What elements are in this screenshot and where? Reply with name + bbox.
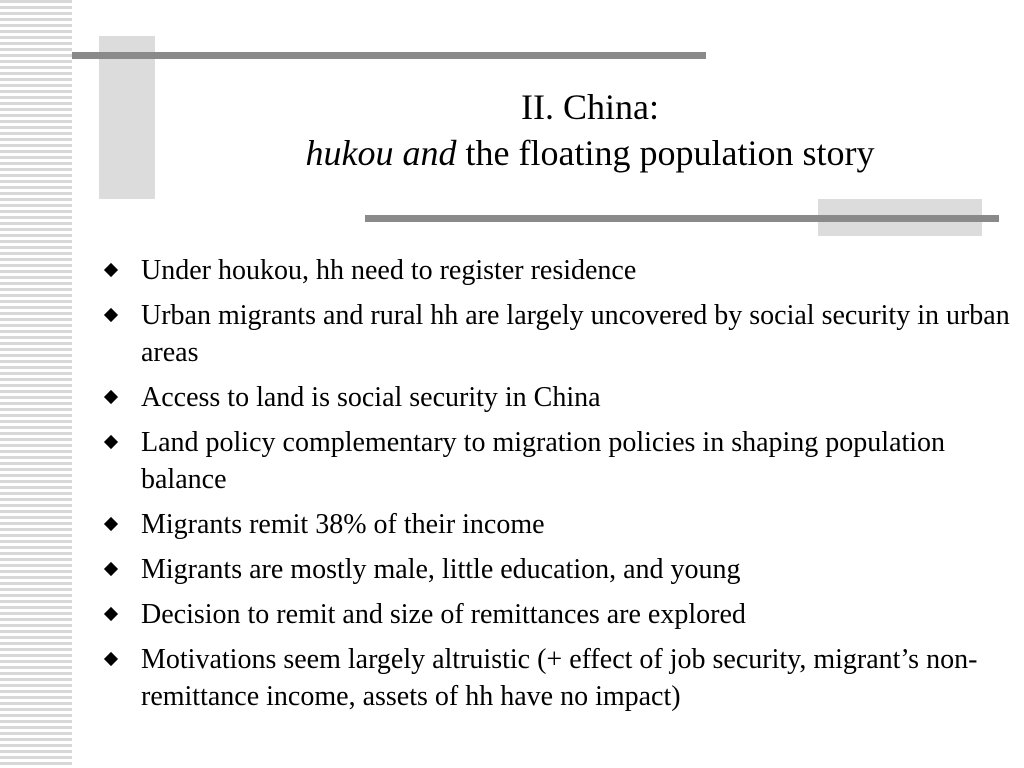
striped-margin: [0, 0, 72, 768]
bullet-text: Motivations seem largely altruistic (+ effect of job security, migrant’s non-remittance income, assets of hh have no impact): [141, 644, 978, 712]
title-line-1: II. China:: [521, 87, 659, 127]
diamond-bullet-icon: [104, 263, 118, 277]
bullet-item: [104, 252, 1014, 289]
bullet-item: [104, 424, 1014, 498]
bullet-text: Land policy complementary to migration policies in shaping population balance: [141, 427, 946, 495]
title-rest: the floating population story: [456, 133, 875, 173]
bullet-text: Urban migrants and rural hh are largely uncovered by social security in urban areas: [141, 300, 1010, 368]
bullet-text: Migrants are mostly male, little education, and young: [141, 554, 741, 585]
diamond-bullet-icon: [104, 435, 118, 449]
diamond-bullet-icon: [104, 390, 118, 404]
decor-line-bottom: [365, 215, 999, 222]
bullet-item: [104, 641, 1014, 715]
bullet-list: [104, 252, 1014, 723]
slide-title: [160, 84, 1020, 176]
bullet-item: [104, 297, 1014, 371]
diamond-bullet-icon: [104, 517, 118, 531]
bullet-text: Under houkou, hh need to register residence: [141, 255, 637, 286]
decor-block-top: [99, 36, 155, 199]
diamond-bullet-icon: [104, 652, 118, 666]
title-line-2: [160, 130, 1020, 176]
bullet-text: Migrants remit 38% of their income: [141, 509, 545, 540]
diamond-bullet-icon: [104, 308, 118, 322]
bullet-text: Access to land is social security in China: [141, 382, 601, 413]
diamond-bullet-icon: [104, 562, 118, 576]
title-italic-part: hukou and: [305, 133, 457, 173]
decor-line-top: [72, 52, 706, 59]
bullet-item: [104, 506, 1014, 543]
diamond-bullet-icon: [104, 607, 118, 621]
bullet-text: Decision to remit and size of remittances are explored: [141, 599, 746, 630]
bullet-item: [104, 551, 1014, 588]
bullet-item: [104, 596, 1014, 633]
bullet-item: [104, 379, 1014, 416]
